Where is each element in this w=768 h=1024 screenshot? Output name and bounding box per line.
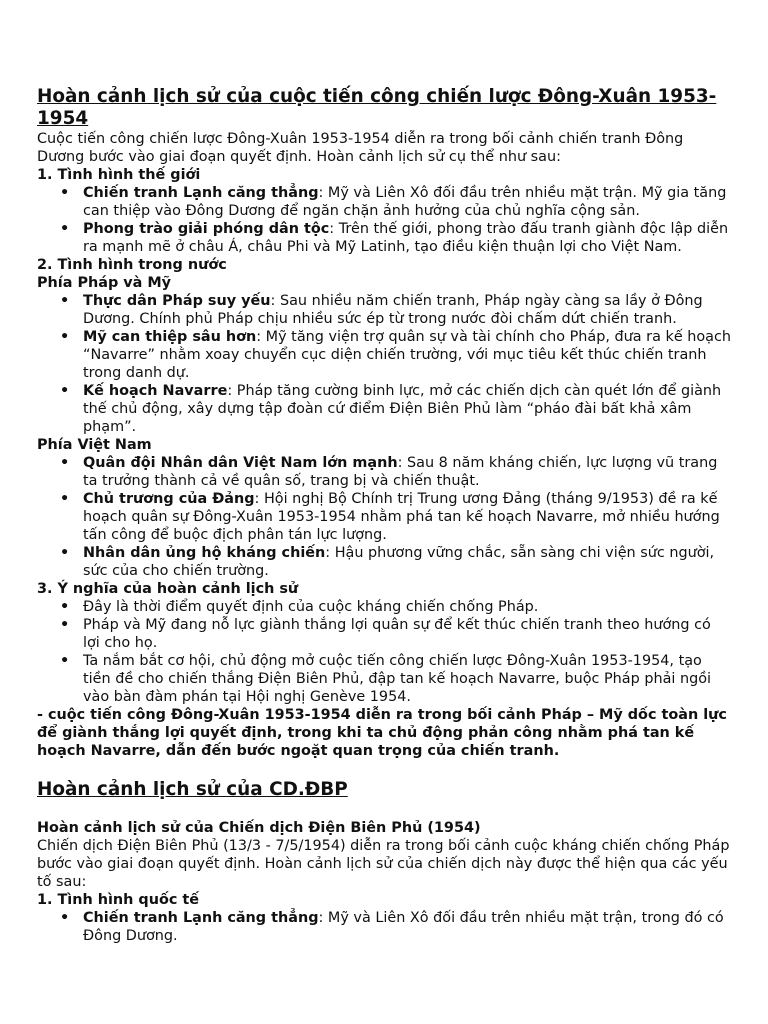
- list-item: [83, 328, 732, 382]
- list-item: • Đây là thời điểm quyết định của cuộc kháng chiến chống Pháp.: [83, 598, 732, 616]
- subtitle-dbp: Hoàn cảnh lịch sử của Chiến dịch Điện Biên Phủ (1954): [37, 820, 481, 836]
- item-text: : Hội nghị Bộ Chính trị Trung ương Đảng (tháng 9/1953) đề ra kế hoạch quân sự Đông-Xuân 1953-1954 nhằm phá tan kế hoạch Navarre, mở nhiều hướng tấn công để buộc địch phân tán lực lượng.: [83, 491, 720, 543]
- item-term: Kế hoạch Navarre: [83, 383, 228, 399]
- section-title-dbp: Hoàn cảnh lịch sử của CD.ĐBP: [37, 779, 348, 800]
- list-item: • Ta nắm bắt cơ hội, chủ động mở cuộc tiến công chiến lược Đông-Xuân 1953-1954, tạo tiền đề cho chiến thắng Điện Biên Phủ, đập tan kế hoạch Navarre, buộc Pháp phải ngồi vào bàn đàm phán tại Hội nghị Genève 1954.: [83, 652, 732, 706]
- item-text: : Trên thế giới, phong trào đấu tranh giành độc lập diễn ra mạnh mẽ ở châu Á, châu Phi và Mỹ Latinh, tạo điều kiện thuận lợi cho Việt Nam.: [83, 221, 729, 255]
- list-item: [83, 292, 732, 328]
- france-usa-list: [37, 292, 732, 436]
- section-heading-significance: 3. Ý nghĩa của hoàn cảnh lịch sử: [37, 581, 299, 597]
- list-item: [83, 220, 732, 256]
- list-item: [83, 382, 732, 436]
- subheading-france-usa: Phía Pháp và Mỹ: [37, 275, 172, 291]
- document-title: Hoàn cảnh lịch sử của cuộc tiến công chiến lược Đông-Xuân 1953-1954: [37, 86, 717, 129]
- item-term: Chiến tranh Lạnh căng thẳng: [83, 910, 319, 926]
- item-text: : Hậu phương vững chắc, sẵn sàng chi viện sức người, sức của cho chiến trường.: [83, 545, 715, 579]
- item-text: : Pháp tăng cường binh lực, mở các chiến dịch càn quét lớn để giành thế chủ động, xây dựng tập đoàn cứ điểm Điện Biên Phủ làm “pháo đài bất khả xâm phạm”.: [83, 383, 722, 435]
- subheading-vietnam: Phía Việt Nam: [37, 437, 152, 453]
- list-item: [83, 909, 732, 945]
- list-item: • Pháp và Mỹ đang nỗ lực giành thắng lợi quân sự để kết thúc chiến tranh theo hướng có lợi cho họ.: [83, 616, 732, 652]
- item-term: Thực dân Pháp suy yếu: [83, 293, 271, 309]
- item-term: Chiến tranh Lạnh căng thẳng: [83, 185, 319, 201]
- item-text: : Mỹ và Liên Xô đối đầu trên nhiều mặt trận. Mỹ gia tăng can thiệp vào Đông Dương để ngăn chặn ảnh hưởng của chủ nghĩa cộng sản.: [83, 185, 727, 219]
- dbp-intro-paragraph: Chiến dịch Điện Biên Phủ (13/3 - 7/5/1954) diễn ra trong bối cảnh cuộc kháng chiến chống Pháp bước vào giai đoạn quyết định. Hoàn cảnh lịch sử của chiến dịch này được thể hiện qua các yếu tố sau:: [37, 838, 730, 890]
- list-item: [83, 544, 732, 580]
- item-term: Nhân dân ủng hộ kháng chiến: [83, 545, 326, 561]
- conclusion-paragraph: - cuộc tiến công Đông-Xuân 1953-1954 diễn ra trong bối cảnh Pháp – Mỹ dốc toàn lực để giành thắng lợi quyết định, trong khi ta chủ động phản công nhằm phá tan kế hoạch Navarre, dẫn đến bước ngoặt quan trọng của chiến tranh.: [37, 707, 727, 759]
- item-text: : Mỹ và Liên Xô đối đầu trên nhiều mặt trận, trong đó có Đông Dương.: [83, 910, 724, 944]
- list-item: [83, 184, 732, 220]
- section-heading-international: 1. Tình hình quốc tế: [37, 892, 200, 908]
- item-text: : Sau 8 năm kháng chiến, lực lượng vũ trang ta trưởng thành cả về quân số, trang bị và chiến thuật.: [83, 455, 718, 489]
- intro-paragraph: Cuộc tiến công chiến lược Đông-Xuân 1953-1954 diễn ra trong bối cảnh chiến tranh Đông Dương bước vào giai đoạn quyết định. Hoàn cảnh lịch sử cụ thể như sau:: [37, 131, 684, 165]
- significance-list: [37, 598, 732, 706]
- vietnam-list: [37, 454, 732, 580]
- international-list: [37, 909, 732, 945]
- item-text: : Mỹ tăng viện trợ quân sự và tài chính cho Pháp, đưa ra kế hoạch “Navarre” nhằm xoay chuyển cục diện chiến trường, với mục tiêu kết thúc chiến tranh trong danh dự.: [83, 329, 732, 381]
- world-situation-list: [37, 184, 732, 256]
- item-text: : Sau nhiều năm chiến tranh, Pháp ngày càng sa lầy ở Đông Dương. Chính phủ Pháp chịu nhiều sức ép từ trong nước đòi chấm dứt chiến tranh.: [83, 293, 703, 327]
- list-item: [83, 454, 732, 490]
- item-term: Quân đội Nhân dân Việt Nam lớn mạnh: [83, 455, 398, 471]
- item-term: Phong trào giải phóng dân tộc: [83, 221, 330, 237]
- section-heading-world: 1. Tình hình thế giới: [37, 167, 201, 183]
- list-item: [83, 490, 732, 544]
- section-heading-domestic: 2. Tình hình trong nước: [37, 257, 227, 273]
- item-term: Mỹ can thiệp sâu hơn: [83, 329, 257, 345]
- item-term: Chủ trương của Đảng: [83, 491, 255, 507]
